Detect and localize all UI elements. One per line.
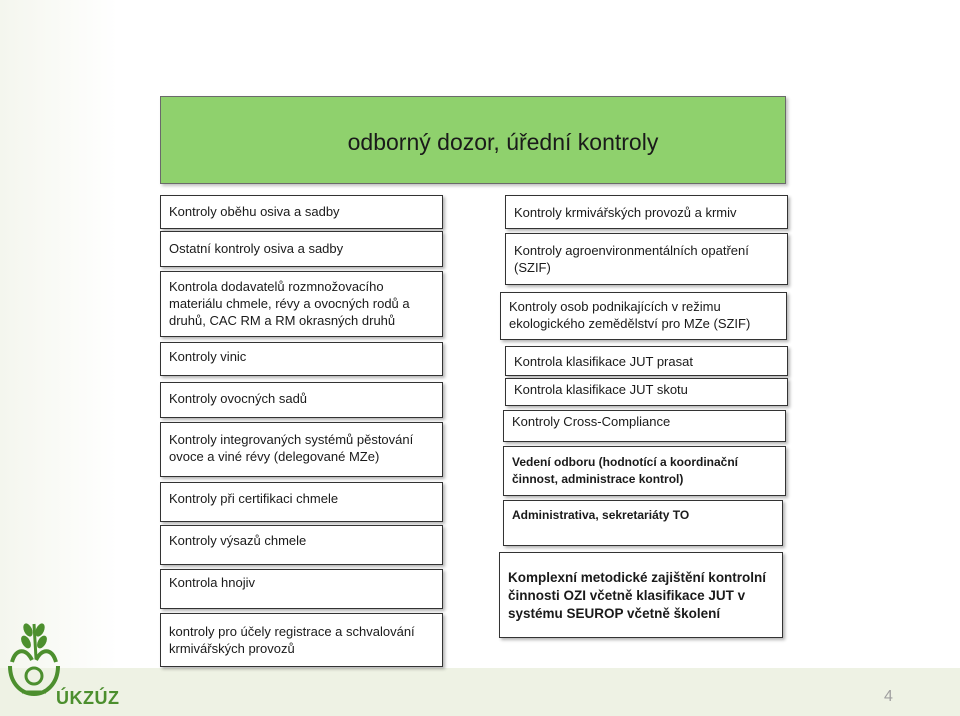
ukzuz-logo-text: ÚKZÚZ [56,688,120,708]
footer-band [0,668,960,716]
box-jut-prasat: Kontrola klasifikace JUT prasat [505,346,788,376]
box-vedeni-odboru: Vedení odboru (hodnotící a koordinační činnost, administrace kontrol) [503,446,786,496]
box-metodicke-zajisteni: Komplexní metodické zajištění kontrolní činnosti OZI včetně klasifikace JUT v systému SEUROP včetně školení [499,552,783,638]
box-krmivarske-provozy: Kontroly krmivářských provozů a krmiv [505,195,788,229]
box-ostatni-kontroly-osiva: Ostatní kontroly osiva a sadby [160,231,443,267]
box-vysazy-chmele: Kontroly výsazů chmele [160,525,443,565]
box-agroenvironmentalni-opatreni: Kontroly agroenvironmentálních opatření (SZIF) [505,233,788,285]
box-obeh-osiva: Kontroly oběhu osiva a sadby [160,195,443,229]
box-ovocne-sady: Kontroly ovocných sadů [160,382,443,418]
slide-title-box [160,96,786,184]
box-kontroly-vinic: Kontroly vinic [160,342,443,376]
side-strip [0,0,118,716]
box-kontrola-hnojiv: Kontrola hnojiv [160,569,443,609]
slide-title: odborný dozor, úřední kontroly [347,128,659,155]
box-administrativa: Administrativa, sekretariáty TO [503,500,783,546]
box-cross-compliance: Kontroly Cross-Compliance [503,410,786,442]
ukzuz-logo-icon [2,618,66,698]
box-certifikace-chmele: Kontroly při certifikaci chmele [160,482,443,522]
page-number: 4 [884,688,893,705]
box-dodavatele-rm: Kontrola dodavatelů rozmnožovacího materiálu chmele, révy a ovocných rodů a druhů, CAC RM a RM okrasných druhů [160,271,443,337]
box-integrovane-systemy: Kontroly integrovaných systémů pěstování ovoce a viné révy (delegované MZe) [160,422,443,477]
box-registrace-krmivarskych-provozu: kontroly pro účely registrace a schvalování krmivářských provozů [160,613,443,667]
box-jut-skotu: Kontrola klasifikace JUT skotu [505,378,788,406]
box-ekologicke-zemedelstvi: Kontroly osob podnikajících v režimu ekologického zemědělství pro MZe (SZIF) [500,292,787,340]
